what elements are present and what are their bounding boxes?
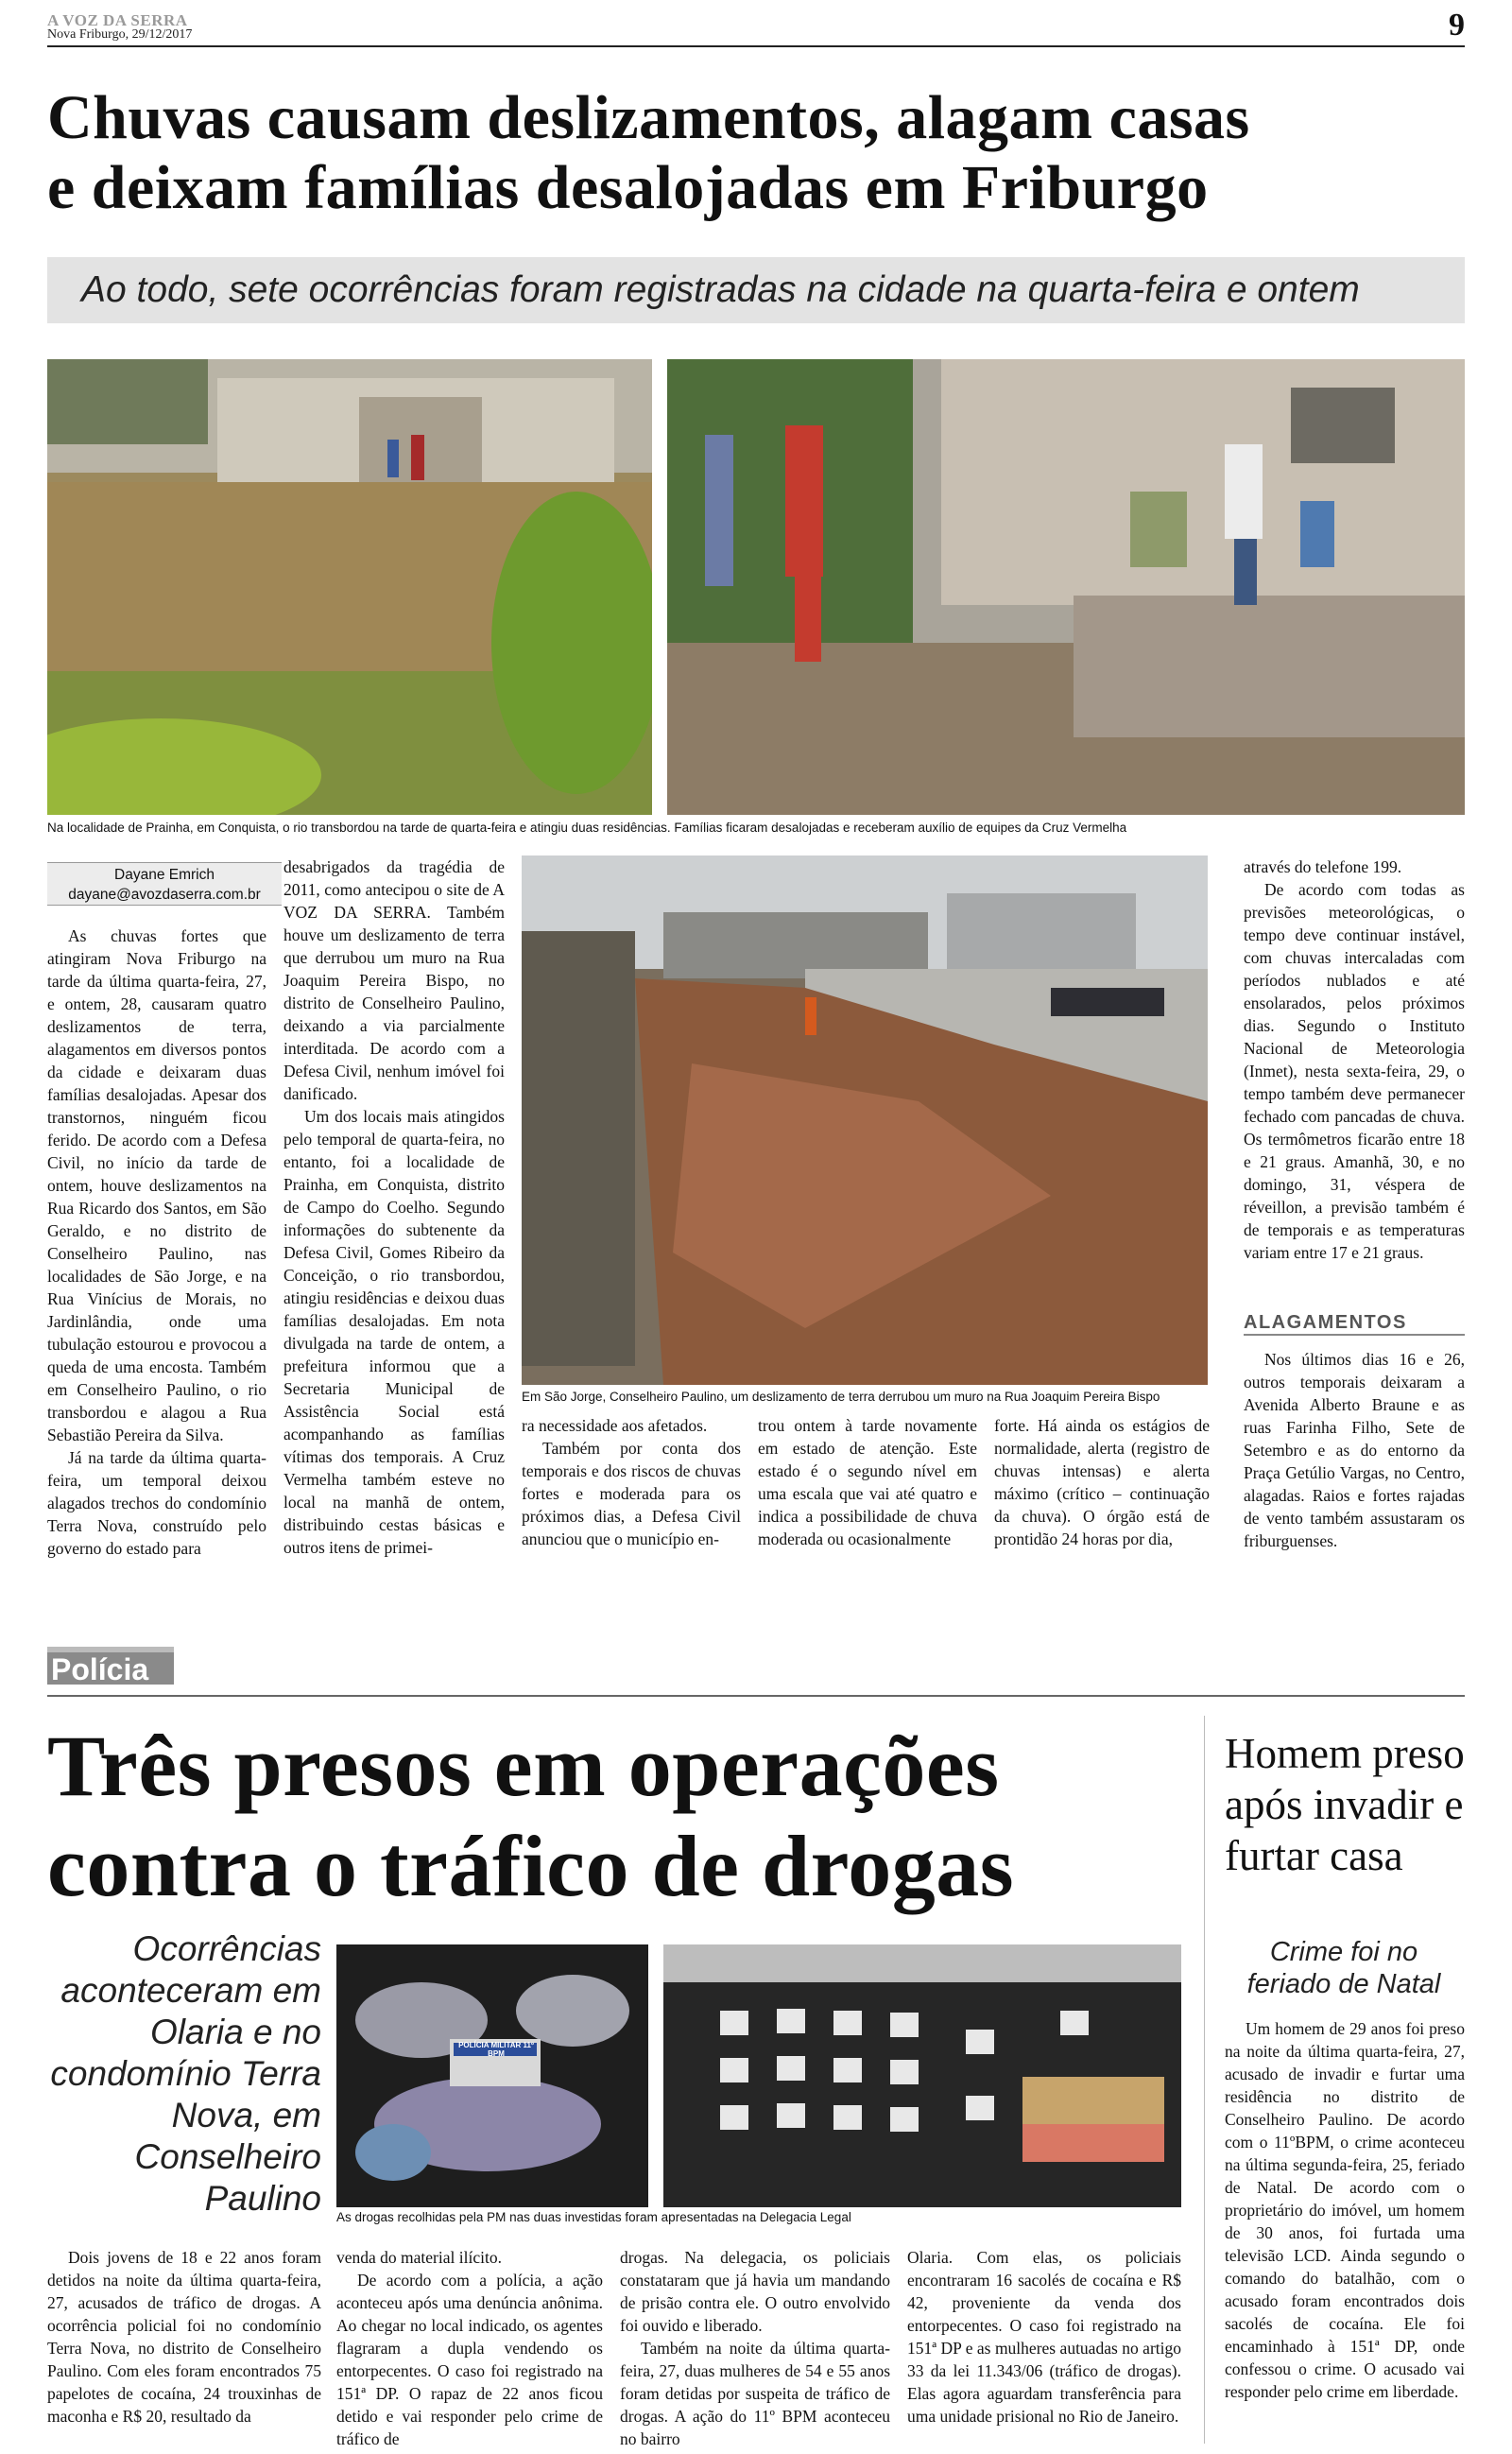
story1-headline-line1: Chuvas causam deslizamentos, alagam casas [47, 83, 1250, 152]
story1-headline [47, 83, 1474, 223]
story1-photo2-caption: Em São Jorge, Conselheiro Paulino, um deslizamento de terra derrubou um muro na Rua Joaquim Pereira Bispo [522, 1390, 1160, 1404]
story2-col2-p1: venda do material ilícito. [336, 2248, 502, 2267]
story3-body-p1: Um homem de 29 anos foi preso na noite da última quarta-feira, 27, acusado de invadir e furtar uma residência no distrito de Conselheiro Paulino. De acordo com o 11ºBPM, o crime aconteceu na última segunda-feira, 25, feriado de Natal. De acordo com o proprietário do imóvel, um homem de 30 anos, foi furtada uma televisão LCD. Ainda segundo o comando do batalhão, com o acusado foram encontrados dois sacolés de cocaína. Ele foi encaminhado à 151ª DP, onde confessou o crime. O acusado vai responder pelo crime em liberdade. [1225, 2019, 1465, 2401]
story1-headline-line2: e deixam famílias desalojadas em Friburgo [47, 153, 1209, 222]
story1-photo-caption: Na localidade de Prainha, em Conquista, o rio transbordou na tarde de quarta-feira e atingiu duas residências. Famílias ficaram desalojadas e receberam auxílio de equipes da Cruz Vermelha [47, 821, 1127, 835]
story1-col6b-p1: Nos últimos dias 16 e 26, outros temporais deixaram a Avenida Alberto Braune e as ruas Farinha Filho, Sete de Setembro e as do entorno da Praça Getúlio Vargas, no Centro, alagadas. Raios e fortes rajadas de vento também assustaram os friburguenses. [1244, 1350, 1465, 1550]
story2-col1 [47, 2246, 321, 2428]
story1-col6-p1: através do telefone 199. [1244, 857, 1402, 876]
story2-col2 [336, 2246, 603, 2450]
byline [47, 862, 282, 906]
story2-col4 [907, 2246, 1181, 2428]
story1-col4 [758, 1414, 977, 1550]
section-tag-policia: Polícia [47, 1647, 174, 1685]
story1-col1 [47, 925, 266, 1560]
story1-col2 [284, 855, 505, 1559]
story1-col4-p1: trou ontem à tarde novamente em estado de atenção. Este estado é o segundo nível em uma escala que vai até quatro e indica a possibilidade de chuva moderada ou ocasionalmente [758, 1416, 977, 1548]
story2-headline [47, 1716, 1181, 1916]
story1-col1-p1: As chuvas fortes que atingiram Nova Friburgo na tarde da última quarta-feira, 27, e ontem, 28, causaram quatro deslizamentos de terra, alagamentos em diversos pontos da cidade e deixaram duas famílias desalojadas. Apesar dos transtornos, ninguém ficou ferido. De acordo com a Defesa Civil, no início da tarde de ontem, houve deslizamentos na Rua Ricardo dos Santos, em São Geraldo, e no distrito de Conselheiro Paulino, nas localidades de São Jorge, e na Rua Vinícius de Morais, no Jardinlândia, onde uma tubulação estourou e provocou a queda de uma encosta. Também em Conselheiro Paulino, o rio transbordou e alagou a Rua Sebastião Pereira da Silva. [47, 926, 266, 1444]
flood-photo [47, 359, 652, 815]
story1-col2-p2: Um dos locais mais atingidos pelo temporal de quarta-feira, no entanto, foi a localidade de Prainha, em Conquista, distrito de Campo do Coelho. Segundo informações do subtenente da Defesa Civil, Gomes Ribeiro da Conceição, o rio transbordou, atingiu residências e deixou duas famílias desalojadas. Em nota divulgada na tarde de ontem, a prefeitura informou que a Secretaria Municipal de Assistência Social está acompanhando as famílias vítimas dos temporais. A Cruz Vermelha também esteve no local na manhã de ontem, distribuindo cestas básicas e outros itens de primei- [284, 1107, 505, 1557]
story1-col6b [1244, 1348, 1465, 1552]
drugs-photo-placard: POLÍCIA MILITAR 11º BPM [458, 2041, 534, 2058]
section-rule [47, 1695, 1465, 1697]
drugs-photo-1 [336, 1944, 648, 2207]
top-rule [47, 45, 1465, 47]
story2-headline-line2: contra o tráfico de drogas [47, 1818, 1015, 1914]
story2-col3 [620, 2246, 890, 2450]
story1-col3-p2: Também por conta dos temporais e dos riscos de chuvas fortes e moderada para os próximos dias, a Defesa Civil anunciou que o município en- [522, 1439, 741, 1548]
story2-photo-caption: As drogas recolhidas pela PM nas duas investidas foram apresentadas na Delegacia Legal [336, 2210, 851, 2224]
page-number: 9 [1449, 8, 1465, 43]
story3-headline: Homem preso após invadir e furtar casa [1225, 1730, 1465, 1879]
masthead-date: Nova Friburgo, 29/12/2017 [47, 27, 193, 42]
story2-col3-p2: Também na noite da última quarta-feira, 27, duas mulheres de 54 e 55 anos foram detidas por suspeita de tráfico de drogas. A ação do 11º BPM aconteceu no bairro [620, 2339, 890, 2448]
story2-col1-p1: Dois jovens de 18 e 22 anos foram detidos na noite da última quarta-feira, 27, acusados de tráfico de drogas. A ocorrência policial foi no condomínio Terra Nova, no distrito de Conselheiro Paulino. Com eles foram encontrados 75 papelotes de cocaína, 24 trouxinhas de maconha e R$ 20, resultado da [47, 2248, 321, 2426]
story1-col1-p2: Já na tarde da última quarta-feira, um temporal deixou alagados trechos do condomínio Terra Nova, construído pelo governo do estado para [47, 1448, 266, 1558]
alagamentos-subhead: ALAGAMENTOS [1244, 1312, 1465, 1336]
story2-col3-p1: drogas. Na delegacia, os policiais constataram que já havia um mandando de prisão contra ele. O outro envolvido foi ouvido e liberado. [620, 2248, 890, 2335]
story1-col6 [1244, 855, 1465, 1264]
story1-col3-p1: ra necessidade aos afetados. [522, 1416, 708, 1435]
family-photo [667, 359, 1465, 815]
story1-col5 [994, 1414, 1210, 1550]
masthead-name: A VOZ DA SERRA [47, 11, 188, 29]
story2-col2-p2: De acordo com a polícia, a ação aconteceu após uma denúncia anônima. Ao chegar no local indicado, os agentes flagraram a dupla vendendo os entorpecentes. O caso foi registrado na 151ª DP. O rapaz de 22 anos ficou detido e vai responder pelo crime de tráfico de [336, 2271, 603, 2448]
story2-col4-p1: Olaria. Com elas, os policiais encontraram 16 sacolés de cocaína e R$ 42, proveniente da venda dos entorpecentes. O caso foi registrado na 151ª DP e as mulheres autuadas no artigo 33 da lei 11.343/06 (tráfico de drogas). Elas agora aguardam transferência para uma unidade prisional no Rio de Janeiro. [907, 2248, 1181, 2426]
story2-deck: Ocorrências aconteceram em Olaria e no condomínio Terra Nova, em Conselheiro Paulino [50, 1929, 321, 2218]
drugs-photo-2 [663, 1944, 1181, 2207]
story1-col3 [522, 1414, 741, 1550]
story3-body [1225, 2017, 1465, 2403]
byline-email: dayane@avozdaserra.com.br [68, 887, 261, 903]
story1-deck: Ao todo, sete ocorrências foram registradas na cidade na quarta-feira e ontem [47, 257, 1465, 323]
story2-headline-line1: Três presos em operações [47, 1718, 1000, 1814]
story3-deck: Crime foi no feriado de Natal [1246, 1937, 1441, 1999]
story1-col5-p1: forte. Há ainda os estágios de normalidade, alerta (registro de chuvas intensas) e alerta máximo (crítico – continuação da chuva). O órgão está de prontidão 24 horas por dia, [994, 1416, 1210, 1548]
story1-col2-p1: desabrigados da tragédia de 2011, como antecipou o site de A VOZ DA SERRA. Também houve um deslizamento de terra que derrubou um muro na Rua Joaquim Pereira Bispo, no distrito de Conselheiro Paulino, deixando a via parcialmente interditada. De acordo com a Defesa Civil, nenhum imóvel foi danificado. [284, 857, 505, 1103]
side-divider [1204, 1716, 1205, 2444]
byline-name: Dayane Emrich [114, 867, 215, 883]
landslide-photo [522, 855, 1208, 1385]
story1-col6-p2: De acordo com todas as previsões meteorológicas, o tempo deve continuar instável, com chuvas intercaladas com períodos nublados e até ensolarados, pelos próximos dias. Segundo o Instituto Nacional de Meteorologia (Inmet), nesta sexta-feira, 29, o tempo também deve permanecer fechado com pancadas de chuva. Os termômetros ficarão entre 18 e 21 graus. Amanhã, 30, e no domingo, 31, véspera de réveillon, a previsão também é de temporais e as temperaturas variam entre 17 e 21 graus. [1244, 880, 1465, 1262]
